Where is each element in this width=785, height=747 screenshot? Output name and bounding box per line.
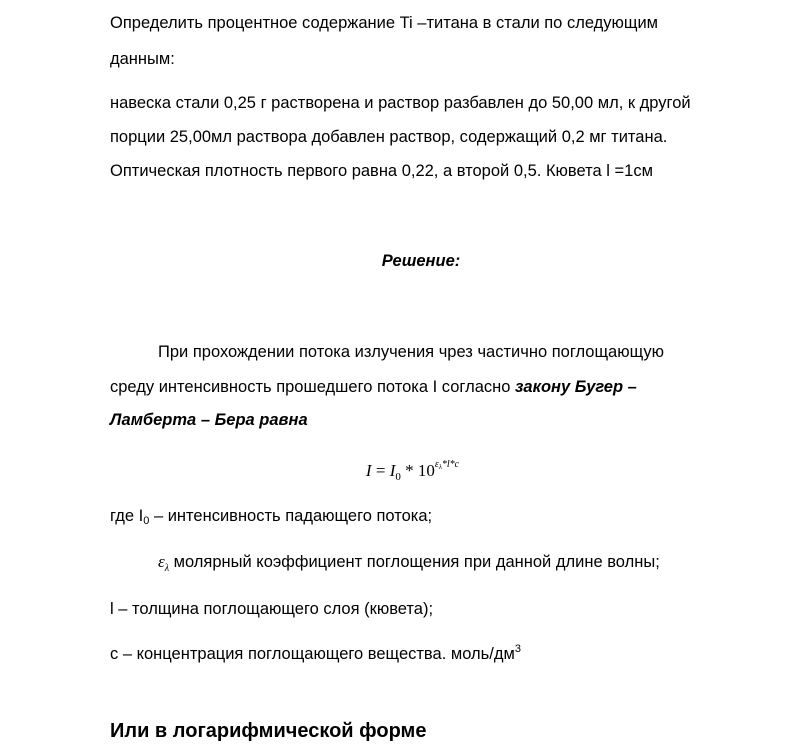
formula-exp-rest: *l*c (441, 459, 460, 470)
definition-epsilon (158, 551, 660, 580)
formula-exp-lambda: λ (438, 463, 442, 471)
log-form-heading: Или в логарифмической форме (110, 720, 427, 742)
formula-exp-epsilon: ε (434, 459, 439, 470)
definition-i0-prefix: где I (110, 507, 144, 525)
epsilon-symbol (158, 552, 170, 574)
problem-line-1: Определить процентное содержание Ti –титана в стали по следующим (110, 14, 659, 32)
definition-i0 (110, 505, 432, 527)
formula-lhs: I (365, 461, 372, 480)
epsilon-letter: ε (158, 552, 165, 571)
problem-line-4: порции 25,00мл раствора добавлен раствор, содержащий 0,2 мг титана. (110, 128, 668, 146)
definition-epsilon-text: молярный коэффициент поглощения при данной длине волны; (169, 553, 660, 571)
beer-lambert-formula (0, 454, 785, 488)
paragraph-line-2 (110, 376, 637, 398)
problem-line-5: Оптическая плотность первого равна 0,22, а второй 0,5. Кювета l =1см (110, 162, 653, 180)
problem-line-3: навеска стали 0,25 г растворена и раствор разбавлен до 50,00 мл, к другой (110, 94, 691, 112)
definition-c-unit-exponent: 3 (514, 643, 521, 655)
formula-exponent (435, 459, 459, 470)
law-name-part-2: Ламберта – Бера равна (110, 411, 308, 429)
definition-c (110, 643, 521, 665)
epsilon-lambda-subscript: λ (164, 563, 170, 574)
paragraph-line-1: При прохождении потока излучения чрез частично поглощающую (158, 343, 664, 361)
solution-heading: Решение: (381, 252, 461, 270)
law-name-part-1: закону Бугер – (515, 378, 637, 396)
formula-equals: = (371, 461, 390, 480)
formula-i0: I (389, 461, 396, 480)
paragraph-line-2-text: среду интенсивность прошедшего потока I согласно (110, 378, 515, 396)
definition-l: l – толщина поглощающего слоя (кювета); (110, 600, 434, 618)
definition-c-text: с – концентрация поглощающего вещества. моль/дм (110, 645, 515, 663)
definition-i0-text: – интенсивность падающего потока; (149, 507, 433, 525)
definition-i0-subscript: 0 (143, 515, 150, 527)
problem-line-2: данным: (110, 50, 175, 68)
formula-times-ten: * 10 (400, 461, 435, 480)
formula-i0-subscript: 0 (395, 471, 401, 483)
